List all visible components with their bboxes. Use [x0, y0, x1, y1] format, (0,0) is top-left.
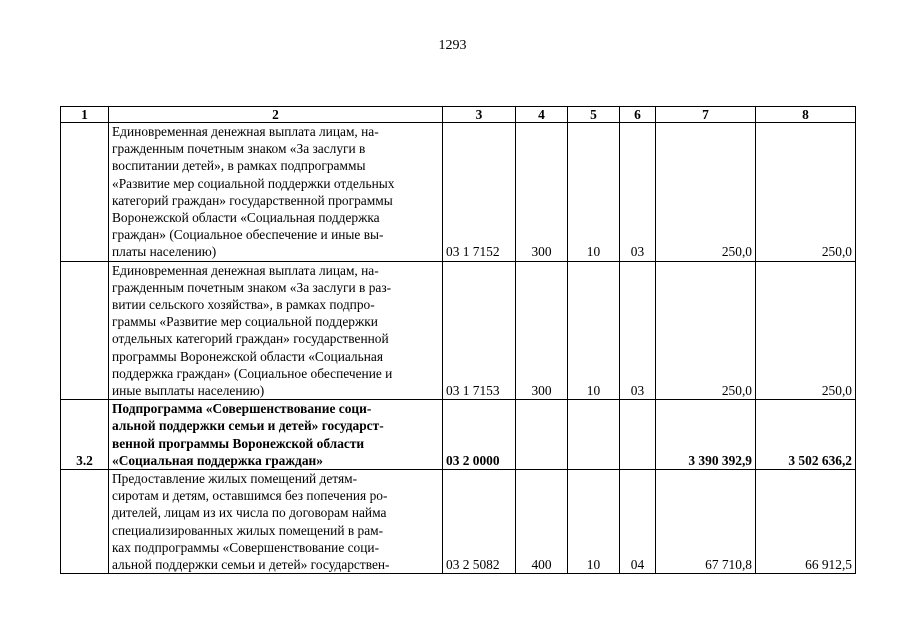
section-code: 10 [568, 470, 620, 574]
description-line: Единовременная денежная выплата лицам, на- [112, 262, 379, 278]
description-line: Подпрограмма «Совершенствование соци- [112, 401, 372, 417]
description-line: венной программы Воронежской области [112, 435, 365, 451]
description-line: гражденным почетным знаком «За заслуги в раз- [112, 279, 392, 295]
description-line: Предоставление жилых помещений детям- [112, 471, 358, 487]
description-line: «Развитие мер социальной поддержки отдельных [112, 175, 395, 191]
description-line: гражденным почетным знаком «За заслуги в [112, 141, 366, 157]
header-col-7: 7 [656, 107, 756, 123]
description-line: дителей, лицам из их числа по договорам найма [112, 505, 387, 521]
description-line: граждан» (Социальное обеспечение и иные вы- [112, 227, 384, 243]
table-row [61, 400, 856, 470]
description-line: программы Воронежской области «Социальная [112, 348, 383, 364]
budget-table [60, 106, 856, 574]
section-code: 10 [568, 123, 620, 262]
header-col-4: 4 [516, 107, 568, 123]
header-col-2: 2 [109, 107, 443, 123]
row-description [109, 261, 443, 400]
description-line: Единовременная денежная выплата лицам, на- [112, 124, 379, 139]
table-row [61, 261, 856, 400]
page-number: 1293 [438, 38, 467, 53]
amount-col-7: 250,0 [656, 123, 756, 262]
amount-col-8: 250,0 [756, 261, 856, 400]
target-article-code: 03 2 5082 [443, 470, 516, 574]
description-line: сиротам и детям, оставшимся без попечения ро- [112, 488, 388, 504]
expense-type-code: 400 [516, 470, 568, 574]
description-line: альной поддержки семьи и детей» государст- [112, 418, 384, 434]
target-article-code: 03 1 7153 [443, 261, 516, 400]
header-col-1: 1 [61, 107, 109, 123]
description-line: «Социальная поддержка граждан» [112, 452, 323, 468]
description-line: Воронежской области «Социальная поддержка [112, 210, 380, 226]
row-description [109, 123, 443, 262]
description-line: иные выплаты населению) [112, 383, 265, 399]
header-col-5: 5 [568, 107, 620, 123]
subsection-code: 03 [620, 261, 656, 400]
subsection-code: 04 [620, 470, 656, 574]
amount-col-7: 3 390 392,9 [656, 400, 756, 470]
amount-col-8: 66 912,5 [756, 470, 856, 574]
row-number [61, 123, 109, 262]
subsection-code: 03 [620, 123, 656, 262]
description-line: категорий граждан» государственной программы [112, 192, 393, 208]
description-line: альной поддержки семьи и детей» государствен- [112, 557, 390, 573]
row-number: 3.2 [61, 400, 109, 470]
amount-col-8: 250,0 [756, 123, 856, 262]
description-line: ках подпрограммы «Совершенствование соци- [112, 539, 380, 555]
header-col-6: 6 [620, 107, 656, 123]
amount-col-7: 250,0 [656, 261, 756, 400]
header-row [61, 107, 856, 123]
section-code: 10 [568, 261, 620, 400]
amount-col-8: 3 502 636,2 [756, 400, 856, 470]
row-number [61, 470, 109, 574]
target-article-code: 03 2 0000 [443, 400, 516, 470]
description-line: отдельных категорий граждан» государственной [112, 331, 389, 347]
expense-type-code: 300 [516, 123, 568, 262]
description-line: поддержка граждан» (Социальное обеспечение и [112, 365, 393, 381]
table-row [61, 470, 856, 574]
target-article-code: 03 1 7152 [443, 123, 516, 262]
amount-col-7: 67 710,8 [656, 470, 756, 574]
header-col-8: 8 [756, 107, 856, 123]
row-description [109, 470, 443, 574]
description-line: воспитании детей», в рамках подпрограммы [112, 158, 366, 174]
row-number [61, 261, 109, 400]
table-row [61, 123, 856, 262]
header-col-3: 3 [443, 107, 516, 123]
row-description [109, 400, 443, 470]
subsection-code [620, 400, 656, 470]
description-line: граммы «Развитие мер социальной поддержки [112, 314, 378, 330]
description-line: платы населению) [112, 244, 217, 260]
expense-type-code: 300 [516, 261, 568, 400]
section-code [568, 400, 620, 470]
description-line: специализированных жилых помещений в рам- [112, 522, 384, 538]
expense-type-code [516, 400, 568, 470]
description-line: витии сельского хозяйства», в рамках подпро- [112, 297, 375, 313]
